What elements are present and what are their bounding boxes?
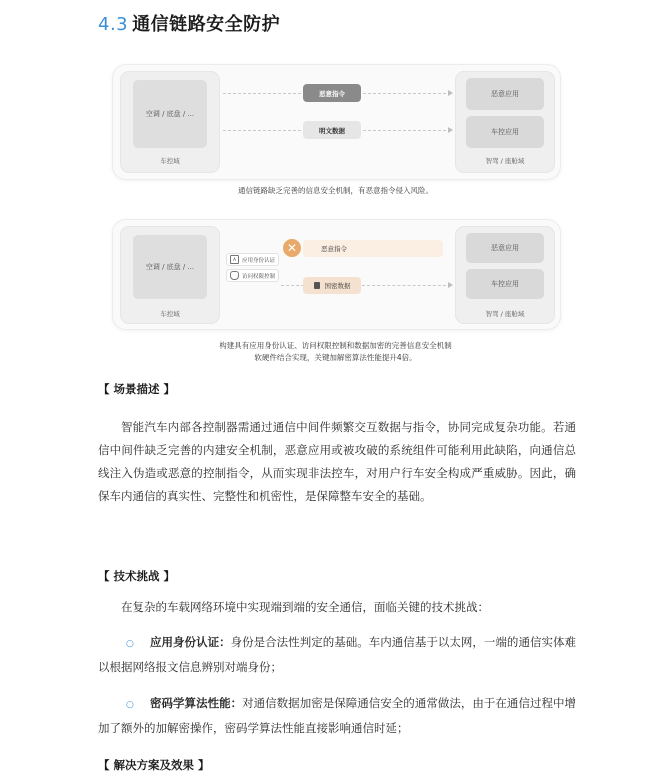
bullet-crypto-perf	[98, 692, 576, 740]
adas-domain-label-2: 智驾 / 座舱域	[485, 310, 525, 318]
access-control-tag	[226, 269, 279, 282]
section-title-text: 通信链路安全防护	[132, 14, 281, 35]
bullet-text: 身份是合法性判定的基础。车内通信基于以太网，一端的通信实体难以根据网络报文信息辨别对端身份；	[98, 635, 576, 674]
encrypted-data-label: 国密数据	[324, 282, 351, 290]
access-control-label: 访问权限控制	[242, 273, 276, 280]
app-auth-tag	[226, 253, 279, 266]
encrypted-data-pill	[303, 277, 361, 294]
bullet-term: 密码学算法性能：	[150, 696, 243, 710]
vehicle-control-app-tile-2: 车控应用	[466, 269, 544, 299]
solution-heading: 【 解决方案及效果 】	[98, 758, 210, 772]
malicious-app-tile-2: 恶意应用	[466, 233, 544, 263]
arrow-head-bottom	[448, 127, 453, 133]
control-domain-label-2: 车控域	[160, 310, 180, 318]
control-domain-inner: 空调 / 底盘 / ...	[133, 80, 207, 148]
diagram-insecure-link	[112, 64, 561, 180]
control-domain-inner-2: 空调 / 底盘 / ...	[133, 235, 207, 299]
document-icon	[314, 282, 320, 289]
malicious-command-pill-2: 恶意指令	[303, 240, 443, 257]
bullet-app-auth	[98, 631, 576, 679]
challenge-intro: 在复杂的车载网络环境中实现端到端的安全通信，面临关键的技术挑战：	[121, 600, 489, 614]
section-number: 4.3	[98, 14, 129, 35]
malicious-app-tile: 恶意应用	[466, 78, 544, 110]
arrow-head-top	[448, 90, 453, 96]
plaintext-data-pill: 明文数据	[303, 121, 361, 139]
diagram1-caption: 通信链路缺乏完善的信息安全机制，有恶意指令侵入风险。	[238, 186, 433, 195]
control-domain-label: 车控域	[160, 157, 180, 165]
scene-paragraph: 智能汽车内部各控制器需通过通信中间件频繁交互数据与指令，协同完成复杂功能。若通信中间件缺乏完善的内建安全机制，恶意应用或被攻破的系统组件可能利用此缺陷，向通信总线注入伪造或恶意的控制指令，从而实现非法控车，对用户行车安全构成严重威胁。因此，确保车内通信的真实性、完整性和机密性，是保障整车安全的基础。	[98, 420, 576, 503]
bullet-dot-icon: ○	[126, 700, 134, 710]
shield-icon	[230, 271, 239, 280]
vehicle-control-domain-2	[120, 226, 220, 324]
vehicle-control-domain	[120, 71, 220, 173]
malicious-command-pill: 恶意指令	[303, 84, 361, 102]
vehicle-control-app-tile: 车控应用	[466, 116, 544, 148]
challenge-heading: 【 技术挑战 】	[98, 569, 176, 583]
diagram2-caption-line1: 构建具有应用身份认证、访问权限控制和数据加密的完善信息安全机制	[219, 341, 452, 350]
bullet-text: 对通信数据加密是保障通信安全的通常做法，由于在通信过程中增加了额外的加解密操作，密码学算法性能直接影响通信时延；	[98, 696, 576, 735]
adas-cockpit-domain-2	[455, 226, 555, 324]
diagram2-caption-line2: 软硬件结合实现，关键加解密算法性能提升4倍。	[254, 353, 417, 362]
bullet-dot-icon: ○	[126, 639, 134, 649]
auth-icon: A	[230, 255, 239, 264]
bullet-term: 应用身份认证：	[150, 635, 231, 649]
adas-domain-label: 智驾 / 座舱域	[485, 157, 525, 165]
scene-heading: 【 场景描述 】	[98, 382, 176, 396]
app-auth-label: 应用身份认证	[242, 257, 276, 264]
diagram-secure-link	[112, 219, 561, 330]
arrow-head-secure	[448, 282, 453, 288]
block-x-icon: ✕	[283, 239, 301, 257]
adas-cockpit-domain	[455, 71, 555, 173]
section-title	[98, 10, 280, 36]
